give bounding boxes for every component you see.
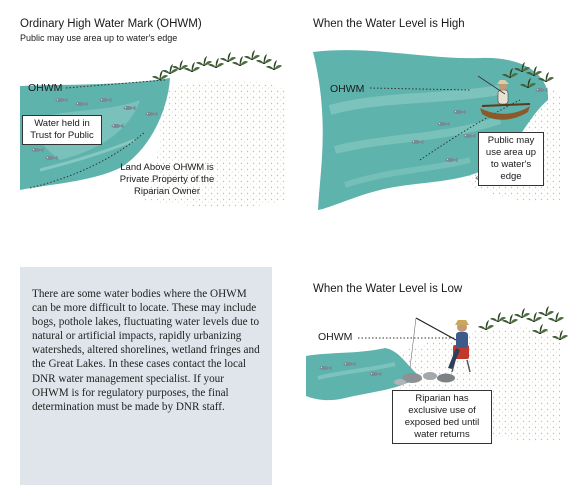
- public-callout: Public may use area up to water's edge: [478, 132, 544, 186]
- high-panel-scene: [313, 50, 560, 210]
- low-panel-title: When the Water Level is Low: [313, 283, 463, 295]
- info-panel-text: There are some water bodies where the OHWM can be more difficult to locate. These may include bogs, pothole lakes, fluctuating water levels due to natural or artificial impacts, rapidly urbanizing watersheds, altered shorelines, wetland fringes and the Great Lakes. In these cases contact the local DNR water management specialist. If your OHWM is for regulatory purposes, the final determination must be made by DNR staff.: [32, 288, 260, 413]
- high-panel-title: When the Water Level is High: [313, 18, 465, 30]
- ohwm-label: OHWM: [330, 83, 365, 95]
- trust-callout: Water held in Trust for Public: [22, 115, 102, 145]
- info-panel: [20, 267, 272, 485]
- ordinary-panel-title: Ordinary High Water Mark (OHWM): [20, 18, 202, 30]
- riparian-callout: Riparian has exclusive use of exposed bed until water returns: [392, 390, 492, 444]
- plant-cluster-icon: [152, 50, 282, 80]
- ohwm-label: OHWM: [318, 331, 353, 343]
- ohwm-label: OHWM: [28, 82, 63, 94]
- land-note: Land Above OHWM is Private Property of the Riparian Owner: [119, 162, 215, 197]
- ordinary-panel-subtitle: Public may use area up to water's edge: [20, 33, 178, 43]
